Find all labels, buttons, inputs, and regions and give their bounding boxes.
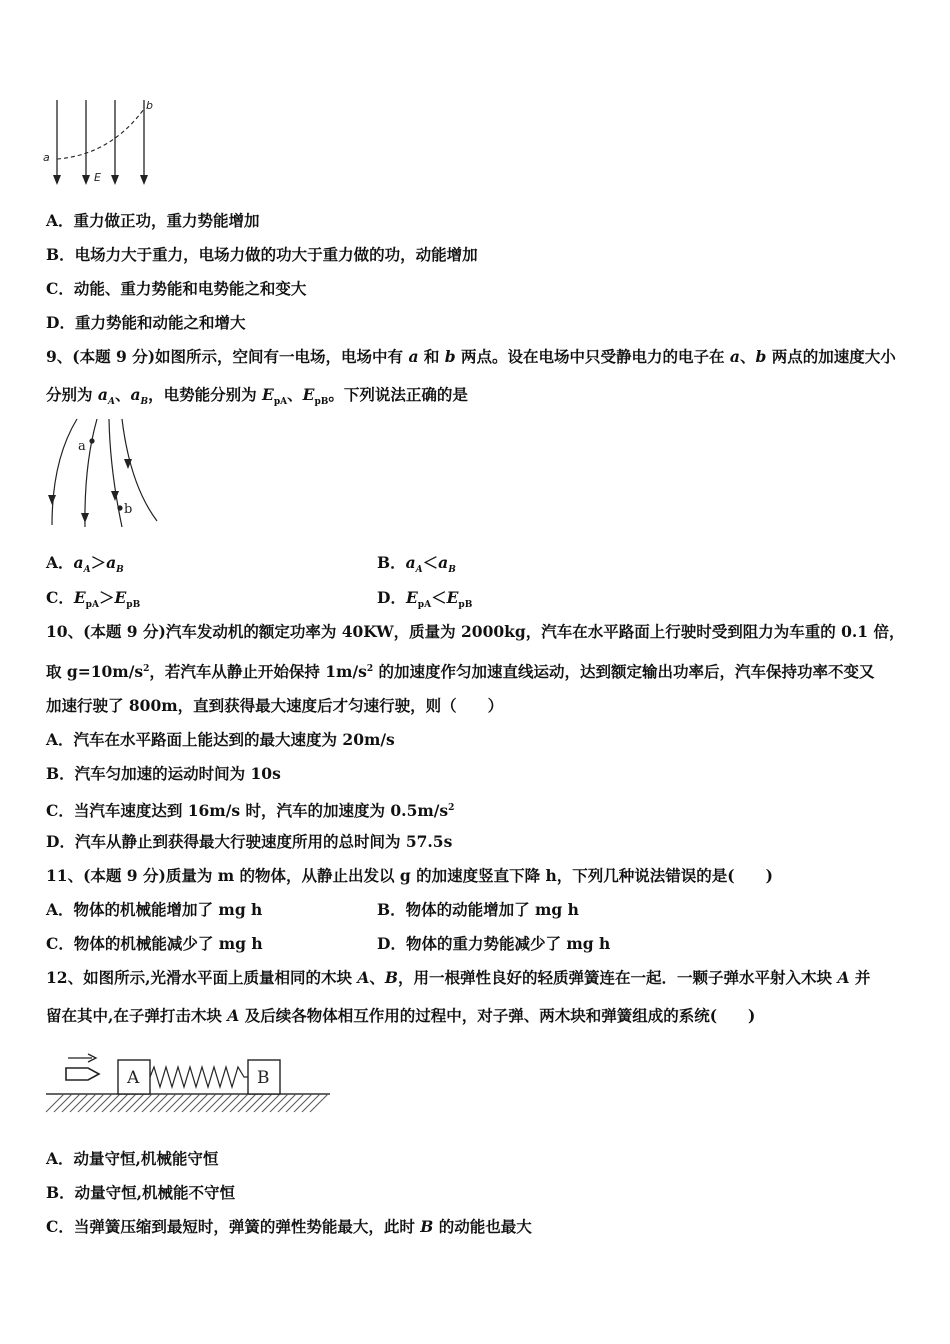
q12-option-a: A．动量守恒,机械能守恒 bbox=[46, 1149, 219, 1168]
q10-option-b: B．汽车匀加速的运动时间为 10s bbox=[46, 764, 281, 783]
q10-option-a: A．汽车在水平路面上能达到的最大速度为 20m/s bbox=[46, 730, 395, 749]
q12-stem-line2: 留在其中,在子弹打击木块 A 及后续各物体相互作用的过程中，对子弹、两木块和弹簧组成的系统( ) bbox=[46, 1006, 756, 1025]
field-e-label: E bbox=[94, 171, 101, 184]
bullet bbox=[66, 1068, 99, 1080]
q8-field-figure bbox=[40, 95, 170, 190]
field-arrowhead bbox=[53, 175, 61, 185]
q12-stem-line1: 12、如图所示,光滑水平面上质量相同的木块 A、B，用一根弹性良好的轻质弹簧连在一起．一颗子弹水平射入木块 A 并 bbox=[46, 968, 871, 987]
q11-option-d: D．物体的重力势能减少了 mg h bbox=[377, 934, 611, 953]
q8-option-d: D．重力势能和动能之和增大 bbox=[46, 313, 246, 332]
q9-stem-line1: 9、(本题 9 分)如图所示，空间有一电场，电场中有 a 和 b 两点。设在电场中只受静电力的电子在 a、b 两点的加速度大小 bbox=[46, 347, 896, 366]
ground-hatching bbox=[46, 1094, 328, 1112]
q12-spring-figure bbox=[44, 1050, 334, 1118]
q11-option-c: C．物体的机械能减少了 mg h bbox=[46, 934, 263, 953]
field-arrowhead bbox=[140, 175, 148, 185]
field-arrowhead bbox=[111, 491, 119, 501]
q9-field-figure bbox=[42, 415, 167, 533]
field-arrowhead bbox=[81, 513, 89, 523]
point-b bbox=[117, 505, 122, 510]
q9-option-b: B．$a_A<a_B$ bbox=[377, 553, 456, 576]
q10-stem-line1: 10、(本题 9 分)汽车发动机的额定功率为 40KW，质量为 2000kg，汽车在水平路面上行驶时受到阻力为车重的 0.1 倍， bbox=[46, 622, 905, 641]
q9-stem-line2: 分别为 $a_A$、$a_B$，电势能分别为 $E_{pA}$、$E_{pB}$。下列说法正确的是 bbox=[46, 385, 468, 408]
point-a-label: a bbox=[78, 439, 86, 454]
field-arrowhead bbox=[82, 175, 90, 185]
q8-option-c: C．动能、重力势能和电势能之和变大 bbox=[46, 279, 307, 298]
point-b-label: b bbox=[124, 502, 133, 517]
q10-stem-line2: 取 $g=10m/s^2$，若汽车从静止开始保持 $1m/s^2$ 的加速度作匀加速直线运动，达到额定输出功率后，汽车保持功率不变又 bbox=[46, 662, 875, 682]
block-a-label: A bbox=[127, 1068, 140, 1088]
q10-stem-line3: 加速行驶了 800m，直到获得最大速度后才匀速行驶，则（ ） bbox=[46, 696, 504, 715]
q8-option-b: B．电场力大于重力，电场力做的功大于重力做的功，动能增加 bbox=[46, 245, 478, 264]
q12-option-c: C．当弹簧压缩到最短时，弹簧的弹性势能最大，此时 B 的动能也最大 bbox=[46, 1217, 532, 1236]
point-a bbox=[89, 438, 94, 443]
block-b-label: B bbox=[257, 1068, 270, 1088]
q9-option-d: D．$E_{pA}<E_{pB}$ bbox=[377, 588, 473, 611]
field-line bbox=[109, 419, 122, 527]
q9-option-c: C．$E_{pA}>E_{pB}$ bbox=[46, 588, 141, 611]
field-arrowhead bbox=[48, 495, 56, 505]
field-arrowhead bbox=[111, 175, 119, 185]
q12-option-b: B．动量守恒,机械能不守恒 bbox=[46, 1183, 235, 1202]
field-line bbox=[52, 419, 77, 525]
q10-option-d: D．汽车从静止到获得最大行驶速度所用的总时间为 57.5s bbox=[46, 832, 453, 851]
q8-option-a: A．重力做正功，重力势能增加 bbox=[46, 211, 260, 230]
q11-stem: 11、(本题 9 分)质量为 m 的物体，从静止出发以 g 的加速度竖直下降 h，下列几种说法错误的是( ) bbox=[46, 866, 773, 885]
q9-option-a: A．$a_A>a_B$ bbox=[46, 553, 124, 576]
trajectory-dashed-curve bbox=[57, 109, 144, 159]
q11-option-b: B．物体的动能增加了 mg h bbox=[377, 900, 579, 919]
field-line bbox=[85, 419, 97, 527]
q11-option-a: A．物体的机械能增加了 mg h bbox=[46, 900, 263, 919]
q10-option-c: C．当汽车速度达到 16m/s 时，汽车的加速度为 $0.5m/s^2$ bbox=[46, 801, 455, 821]
point-a-label: a bbox=[43, 151, 50, 164]
point-b-label: b bbox=[146, 99, 153, 112]
spring bbox=[150, 1067, 248, 1087]
